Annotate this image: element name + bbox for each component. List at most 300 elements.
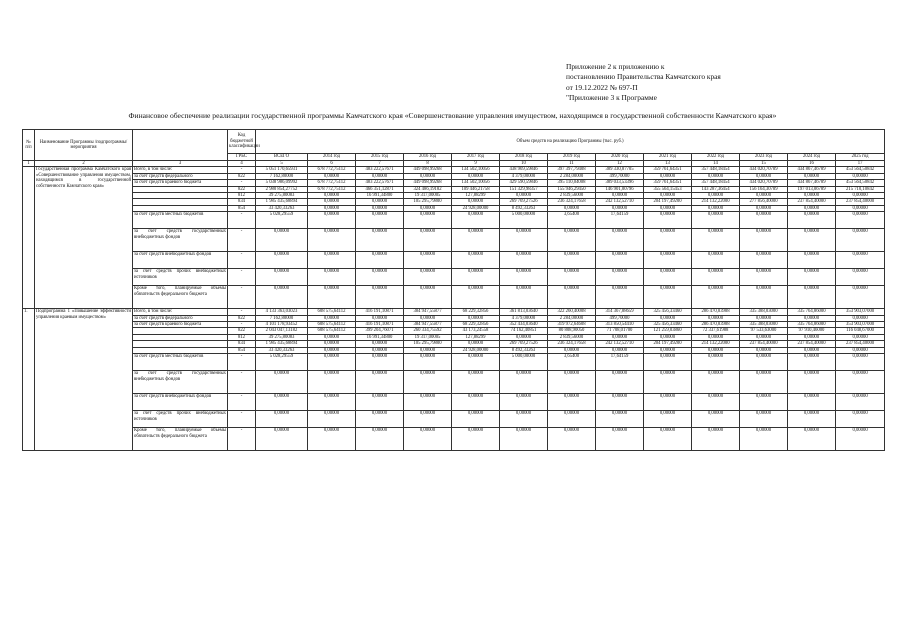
amount-cell: 0,00000 <box>836 315 885 321</box>
year-header: 2025 год <box>836 154 885 161</box>
amount-cell: 608 575,64112 <box>308 322 356 328</box>
amount-cell: 7 162,80000 <box>256 315 308 321</box>
amount-cell: 237 854,40000 <box>836 341 885 347</box>
amount-cell: 0,00000 <box>548 347 596 353</box>
amount-cell: 335 388,03000 <box>740 322 788 328</box>
table-row <box>23 371 885 394</box>
year-header: 2017 год <box>452 154 500 161</box>
amount-cell: 416 191,10871 <box>356 322 404 328</box>
amount-cell: 33 420,33263 <box>256 347 308 353</box>
amount-cell: 0,00000 <box>644 411 692 428</box>
grbs-code: - <box>228 411 256 428</box>
amount-cell: 72 337,61988 <box>692 328 740 334</box>
amount-cell: 0,00000 <box>356 354 404 371</box>
table-row <box>23 354 885 371</box>
amount-cell: 0,00000 <box>308 173 356 179</box>
funding-source: за счет средств прочих внебюджетных источников <box>133 269 228 286</box>
amount-cell: 2 980 854,27752 <box>256 186 308 192</box>
amount-cell: 0,00000 <box>404 173 452 179</box>
year-header: ВСЕГО <box>256 154 308 161</box>
amount-cell: 68 229,32856 <box>452 322 500 328</box>
amount-cell: 0,00000 <box>740 411 788 428</box>
funding-source: за счет средств федерального <box>133 315 228 321</box>
header-line: от 19.12.2022 № 697-П <box>566 82 638 92</box>
amount-cell: 399 204,76071 <box>356 328 404 334</box>
amount-cell: 0,00000 <box>256 428 308 451</box>
amount-cell: 0,00000 <box>692 428 740 451</box>
amount-cell: 16 991,34800 <box>356 193 404 199</box>
amount-cell: 0,00000 <box>644 286 692 309</box>
amount-cell: 397 397,79408 <box>548 167 596 173</box>
column-number: 14 <box>692 161 740 167</box>
amount-cell: 3,65400 <box>548 354 596 371</box>
amount-cell: 204 197,49200 <box>644 199 692 205</box>
amount-cell: 678 772,75112 <box>308 167 356 173</box>
amount-cell: 237 854,40000 <box>788 341 836 347</box>
row-number: 1. <box>23 309 35 451</box>
amount-cell: 313 850,54410 <box>596 322 644 328</box>
amount-cell: 5 038 986,09992 <box>256 180 308 186</box>
amount-cell: 0,00000 <box>740 212 788 229</box>
amount-cell: 0,00000 <box>308 286 356 309</box>
amount-cell: 0,00000 <box>644 205 692 211</box>
amount-cell: 0,00000 <box>788 286 836 309</box>
column-number: 1 <box>23 161 35 167</box>
amount-cell: 319 972,64608 <box>548 322 596 328</box>
amount-cell: 438 969,59846 <box>500 167 548 173</box>
amount-cell: 5 000,00000 <box>500 212 548 229</box>
amount-cell: 0,00000 <box>644 428 692 451</box>
amount-cell: 4 133 363,03023 <box>256 309 308 315</box>
amount-cell: 0,00000 <box>308 411 356 428</box>
funding-source: Всего, в том числе: <box>133 167 228 173</box>
funding-source: за счет средств государственных внебюджетных фондов <box>133 229 228 252</box>
amount-cell: 608 575,64112 <box>308 309 356 315</box>
amount-cell: 429 590,59846 <box>500 180 548 186</box>
amount-cell: 0,00000 <box>548 269 596 286</box>
amount-cell: 0,00000 <box>836 411 885 428</box>
amount-cell: 361 813,03640 <box>500 309 548 315</box>
amount-cell: 16 991,34800 <box>356 334 404 340</box>
amount-cell: 0,00000 <box>596 269 644 286</box>
amount-cell: 0,00000 <box>256 394 308 411</box>
amount-cell: 0,00000 <box>500 411 548 428</box>
grbs-code: - <box>228 269 256 286</box>
amount-cell: 0,00000 <box>356 286 404 309</box>
amount-cell: 237 854,40000 <box>740 341 788 347</box>
amount-cell: 0,00000 <box>452 212 500 229</box>
amount-cell: 0,00000 <box>548 205 596 211</box>
grbs-code: 822 <box>228 173 256 179</box>
amount-cell: 0,00000 <box>740 205 788 211</box>
amount-cell: 0,00000 <box>308 315 356 321</box>
amount-cell: 0,00000 <box>740 252 788 269</box>
amount-cell: 0,00000 <box>788 173 836 179</box>
amount-cell: 5 051 170,65931 <box>256 167 308 173</box>
amount-cell: 0,00000 <box>308 428 356 451</box>
grbs-code: 822 <box>228 328 256 334</box>
amount-cell: 121 259,03860 <box>644 328 692 334</box>
amount-cell: 0,00000 <box>404 269 452 286</box>
amount-cell: 0,00000 <box>308 341 356 347</box>
amount-cell: 109 446,21758 <box>452 186 500 192</box>
table-row <box>23 252 885 269</box>
amount-cell: 269 769,27526 <box>500 341 548 347</box>
amount-cell: 0,00000 <box>788 205 836 211</box>
amount-cell: 5 028,29559 <box>256 212 308 229</box>
amount-cell: 4 101 178,93452 <box>256 322 308 328</box>
amount-cell: 0,00000 <box>308 205 356 211</box>
col-volume-header: Объем средств на реализацию Программы (тыс. руб.) <box>256 130 885 154</box>
amount-cell: 0,00000 <box>788 394 836 411</box>
amount-cell: 151 329,98357 <box>500 186 548 192</box>
col-num-header: № п/п <box>23 130 35 161</box>
amount-cell: 236 324,17658 <box>548 341 596 347</box>
amount-cell: 156 164,30789 <box>740 186 788 192</box>
column-number: 13 <box>644 161 692 167</box>
grbs-code: 834 <box>228 199 256 205</box>
amount-cell: 0,00000 <box>788 315 836 321</box>
funding-source: за счет средств федерального <box>133 173 228 179</box>
amount-cell: 0,00000 <box>596 205 644 211</box>
amount-cell: 19 317,00005 <box>404 334 452 340</box>
grbs-code: - <box>228 428 256 451</box>
amount-cell: 105 295,79800 <box>404 199 452 205</box>
grbs-code: - <box>228 394 256 411</box>
amount-cell: 0,00000 <box>596 347 644 353</box>
amount-cell: 242 132,52710 <box>596 199 644 205</box>
amount-cell: 0,00000 <box>404 394 452 411</box>
amount-cell: 269 769,27526 <box>500 199 548 205</box>
amount-cell: 483 222,57671 <box>356 167 404 173</box>
amount-cell: 0,00000 <box>788 354 836 371</box>
grbs-code: 854 <box>228 205 256 211</box>
amount-cell: 0,00000 <box>356 205 404 211</box>
amount-cell: 8 492,33263 <box>500 347 548 353</box>
column-number: 2 <box>35 161 133 167</box>
amount-cell: 0,00000 <box>404 354 452 371</box>
amount-cell: 0,00000 <box>356 173 404 179</box>
header-line: постановлению Правительства Камчатского края <box>566 72 721 82</box>
amount-cell: 0,00000 <box>788 252 836 269</box>
amount-cell: 236 324,17658 <box>548 199 596 205</box>
year-header: 2024 год <box>788 154 836 161</box>
amount-cell: 0,00000 <box>596 371 644 394</box>
amount-cell: 0,00000 <box>500 428 548 451</box>
table-row <box>23 411 885 428</box>
amount-cell: 0,00000 <box>548 229 596 252</box>
grbs-code: - <box>228 286 256 309</box>
amount-cell: 0,00000 <box>740 394 788 411</box>
amount-cell: 127,88299 <box>452 193 500 199</box>
amount-cell: 0,00000 <box>356 315 404 321</box>
amount-cell: 678 772,75112 <box>308 180 356 186</box>
amount-cell: 0,00000 <box>596 334 644 340</box>
amount-cell: 0,00000 <box>404 371 452 394</box>
amount-cell: 0,00000 <box>788 269 836 286</box>
amount-cell: 466 351,12871 <box>356 186 404 192</box>
amount-cell: 0,00000 <box>404 205 452 211</box>
amount-cell: 97 533,63000 <box>740 328 788 334</box>
amount-cell: 68 229,32856 <box>452 309 500 315</box>
amount-cell: 4 379,00000 <box>500 173 548 179</box>
amount-cell: 0,00000 <box>692 205 740 211</box>
table-row <box>23 269 885 286</box>
grbs-code: - <box>228 167 256 173</box>
amount-cell: 0,00000 <box>308 371 356 394</box>
amount-cell: 33 420,33263 <box>256 205 308 211</box>
amount-cell: 0,00000 <box>836 229 885 252</box>
finance-table <box>22 129 885 451</box>
amount-cell: 357 448,18454 <box>692 167 740 173</box>
amount-cell: 678 772,75112 <box>308 186 356 192</box>
amount-cell: 0,00000 <box>596 252 644 269</box>
amount-cell: 449 098,99268 <box>404 180 452 186</box>
amount-cell: 353 903,07000 <box>836 322 885 328</box>
amount-cell: 3,65400 <box>548 212 596 229</box>
amount-cell: 105 295,79800 <box>404 341 452 347</box>
amount-cell: 0,00000 <box>644 269 692 286</box>
amount-cell: 0,00000 <box>356 428 404 451</box>
amount-cell: 0,00000 <box>692 354 740 371</box>
amount-cell: 0,00000 <box>452 286 500 309</box>
row-number <box>23 167 35 309</box>
amount-cell: 0,00000 <box>788 212 836 229</box>
amount-cell: 0,00000 <box>356 252 404 269</box>
amount-cell: 353 903,07000 <box>836 309 885 315</box>
amount-cell: 0,00000 <box>692 193 740 199</box>
amount-cell: 0,00000 <box>644 334 692 340</box>
amount-cell: 134 502,10056 <box>452 167 500 173</box>
amount-cell: 39 275,80083 <box>256 334 308 340</box>
amount-cell: 0,00000 <box>452 269 500 286</box>
amount-cell: 242 132,52710 <box>596 341 644 347</box>
col-grbs-header: ГРБС <box>228 154 256 161</box>
amount-cell: 286 470,83988 <box>692 322 740 328</box>
amount-cell: 0,00000 <box>740 315 788 321</box>
funding-source: за счет средств краевого бюджета <box>133 180 228 186</box>
amount-cell: 0,00000 <box>404 315 452 321</box>
amount-cell: 39 275,80083 <box>256 193 308 199</box>
year-header: 2014 год <box>308 154 356 161</box>
grbs-code: 854 <box>228 347 256 353</box>
amount-cell: 0,00000 <box>308 193 356 199</box>
header-line: "Приложение 3 к Программе <box>566 92 657 102</box>
year-header: 2022 год <box>692 154 740 161</box>
amount-cell: 0,00000 <box>596 193 644 199</box>
grbs-code: - <box>228 252 256 269</box>
amount-cell: 0,00000 <box>404 212 452 229</box>
program-name: Государственная программа Камчатского края «Совершенствование управления имуществом, находящимся в государственной собственности Камчатского края» <box>35 167 133 309</box>
amount-cell: 325 456,33460 <box>644 322 692 328</box>
amount-cell: 0,00000 <box>452 199 500 205</box>
column-number: 3 <box>133 161 228 167</box>
amount-cell: 0,00000 <box>356 212 404 229</box>
amount-cell: 7 162,80000 <box>256 173 308 179</box>
amount-cell: 0,00000 <box>548 428 596 451</box>
amount-cell: 0,00000 <box>356 347 404 353</box>
amount-cell: 0,00000 <box>644 193 692 199</box>
amount-cell: 0,00000 <box>356 199 404 205</box>
amount-cell: 0,00000 <box>356 341 404 347</box>
amount-cell: 314 367,88659 <box>596 309 644 315</box>
amount-cell: 1 985 435,68894 <box>256 199 308 205</box>
amount-cell: 389 033,53396 <box>596 180 644 186</box>
amount-cell: 453 564,50842 <box>836 167 885 173</box>
amount-cell: 5 028,29559 <box>256 354 308 371</box>
amount-cell: 8 492,33263 <box>500 205 548 211</box>
amount-cell: 0,00000 <box>500 334 548 340</box>
amount-cell: 0,00000 <box>836 394 885 411</box>
amount-cell: 0,00000 <box>596 411 644 428</box>
grbs-code: - <box>228 180 256 186</box>
amount-cell: 335 764,86000 <box>788 309 836 315</box>
amount-cell: 0,00000 <box>500 394 548 411</box>
amount-cell: 0,00000 <box>836 193 885 199</box>
table-row <box>23 428 885 451</box>
grbs-code: - <box>228 322 256 328</box>
amount-cell: 0,00000 <box>596 394 644 411</box>
amount-cell: 17,64159 <box>596 212 644 229</box>
amount-cell: 19 317,00005 <box>404 193 452 199</box>
amount-cell: 0,00000 <box>836 286 885 309</box>
amount-cell: 0,00000 <box>256 371 308 394</box>
funding-source: за счет средств государственных внебюджетных фондов <box>133 371 228 394</box>
amount-cell: 325 456,33460 <box>644 309 692 315</box>
amount-cell: 0,00000 <box>356 371 404 394</box>
amount-cell: 0,00000 <box>500 229 548 252</box>
amount-cell: 0,00000 <box>548 394 596 411</box>
amount-cell: 0,00000 <box>452 315 500 321</box>
amount-cell: 0,00000 <box>256 252 308 269</box>
amount-cell: 286 470,83988 <box>692 309 740 315</box>
amount-cell: 0,00000 <box>788 428 836 451</box>
amount-cell: 0,00000 <box>256 229 308 252</box>
year-header: 2018 год <box>500 154 548 161</box>
amount-cell: 0,00000 <box>692 173 740 179</box>
col-code-header: Код бюджетной классификации <box>228 130 256 154</box>
amount-cell: 2 839,56000 <box>548 193 596 199</box>
amount-cell: 0,00000 <box>308 229 356 252</box>
amount-cell: 359 761,64351 <box>644 180 692 186</box>
amount-cell: 0,00000 <box>404 428 452 451</box>
amount-cell: 453 564,50842 <box>836 180 885 186</box>
amount-cell: 0,00000 <box>788 347 836 353</box>
amount-cell: 0,00000 <box>500 286 548 309</box>
amount-cell: 0,00000 <box>836 334 885 340</box>
amount-cell: 352 434,03640 <box>500 322 548 328</box>
amount-cell: 214 132,22000 <box>692 199 740 205</box>
amount-cell: 0,00000 <box>788 334 836 340</box>
amount-cell: 0,00000 <box>596 286 644 309</box>
amount-cell: 0,00000 <box>308 199 356 205</box>
amount-cell: 0,00000 <box>692 394 740 411</box>
amount-cell: 0,00000 <box>308 252 356 269</box>
grbs-code: 822 <box>228 315 256 321</box>
amount-cell: 0,00000 <box>740 428 788 451</box>
amount-cell: 0,00000 <box>452 428 500 451</box>
amount-cell: 434 867,46789 <box>788 180 836 186</box>
grbs-code: - <box>228 212 256 229</box>
amount-cell: 0,00000 <box>452 371 500 394</box>
amount-cell: 0,00000 <box>692 315 740 321</box>
amount-cell: 0,00000 <box>692 269 740 286</box>
column-number: 15 <box>740 161 788 167</box>
amount-cell: 0,00000 <box>596 428 644 451</box>
amount-cell: 0,00000 <box>692 252 740 269</box>
amount-cell: 197 013,06789 <box>788 186 836 192</box>
amount-cell: 204 197,49200 <box>644 341 692 347</box>
amount-cell: 0,00000 <box>308 212 356 229</box>
funding-source: за счет средств прочих внебюджетных источников <box>133 411 228 428</box>
amount-cell: 0,00000 <box>356 269 404 286</box>
amount-cell: 0,00000 <box>836 371 885 394</box>
amount-cell: 434 020,70789 <box>740 167 788 173</box>
amount-cell: 0,00000 <box>548 411 596 428</box>
amount-cell: 0,00000 <box>404 347 452 353</box>
amount-cell: 0,00000 <box>836 347 885 353</box>
grbs-code: 834 <box>228 341 256 347</box>
amount-cell: 0,00000 <box>452 173 500 179</box>
amount-cell: 0,00000 <box>500 371 548 394</box>
column-number: 5 <box>256 161 308 167</box>
amount-cell: 0,00000 <box>740 269 788 286</box>
table-row <box>23 212 885 229</box>
amount-cell: 0,00000 <box>256 411 308 428</box>
grbs-code: 812 <box>228 334 256 340</box>
amount-cell: 0,00000 <box>644 354 692 371</box>
year-header: 2023 год <box>740 154 788 161</box>
amount-cell: 0,00000 <box>692 212 740 229</box>
col-name-header: Наименование Программы /подпрограммы/ мероприятия <box>35 130 133 161</box>
amount-cell: 0,00000 <box>692 229 740 252</box>
amount-cell: 0,00000 <box>548 286 596 309</box>
amount-cell: 0,00000 <box>740 334 788 340</box>
amount-cell: 0,00000 <box>452 252 500 269</box>
amount-cell: 127,88299 <box>452 334 500 340</box>
grbs-code: - <box>228 354 256 371</box>
amount-cell: 260 334,75592 <box>404 328 452 334</box>
amount-cell: 434 867,46789 <box>788 167 836 173</box>
amount-cell: 43 173,24558 <box>452 328 500 334</box>
amount-cell: 0,00000 <box>836 428 885 451</box>
year-header: 2015 год <box>356 154 404 161</box>
year-header: 2016 год <box>404 154 452 161</box>
amount-cell: 0,00000 <box>644 212 692 229</box>
amount-cell: 322 260,40008 <box>548 309 596 315</box>
amount-cell: 0,00000 <box>452 411 500 428</box>
amount-cell: 0,00000 <box>836 173 885 179</box>
appendix-header <box>566 62 721 103</box>
amount-cell: 0,00000 <box>644 347 692 353</box>
amount-cell: 0,00000 <box>740 347 788 353</box>
amount-cell: 0,00000 <box>256 286 308 309</box>
amount-cell: 71 708,01700 <box>596 328 644 334</box>
amount-cell: 434 020,70789 <box>740 180 788 186</box>
funding-source: Кроме того, планируемые объемы обязательств федерального бюджета <box>133 286 228 309</box>
amount-cell: 2 043 047,13182 <box>256 328 308 334</box>
amount-cell: 335 388,03000 <box>740 309 788 315</box>
amount-cell: 0,00000 <box>356 394 404 411</box>
amount-cell: 324 486,19182 <box>404 186 452 192</box>
amount-cell: 2 839,56000 <box>548 334 596 340</box>
amount-cell: 0,00000 <box>644 371 692 394</box>
amount-cell: 499,70000 <box>596 173 644 179</box>
amount-cell: 2 284,00000 <box>548 173 596 179</box>
amount-cell: 389 330,87705 <box>596 167 644 173</box>
amount-cell: 0,00000 <box>308 334 356 340</box>
amount-cell: 0,00000 <box>596 229 644 252</box>
